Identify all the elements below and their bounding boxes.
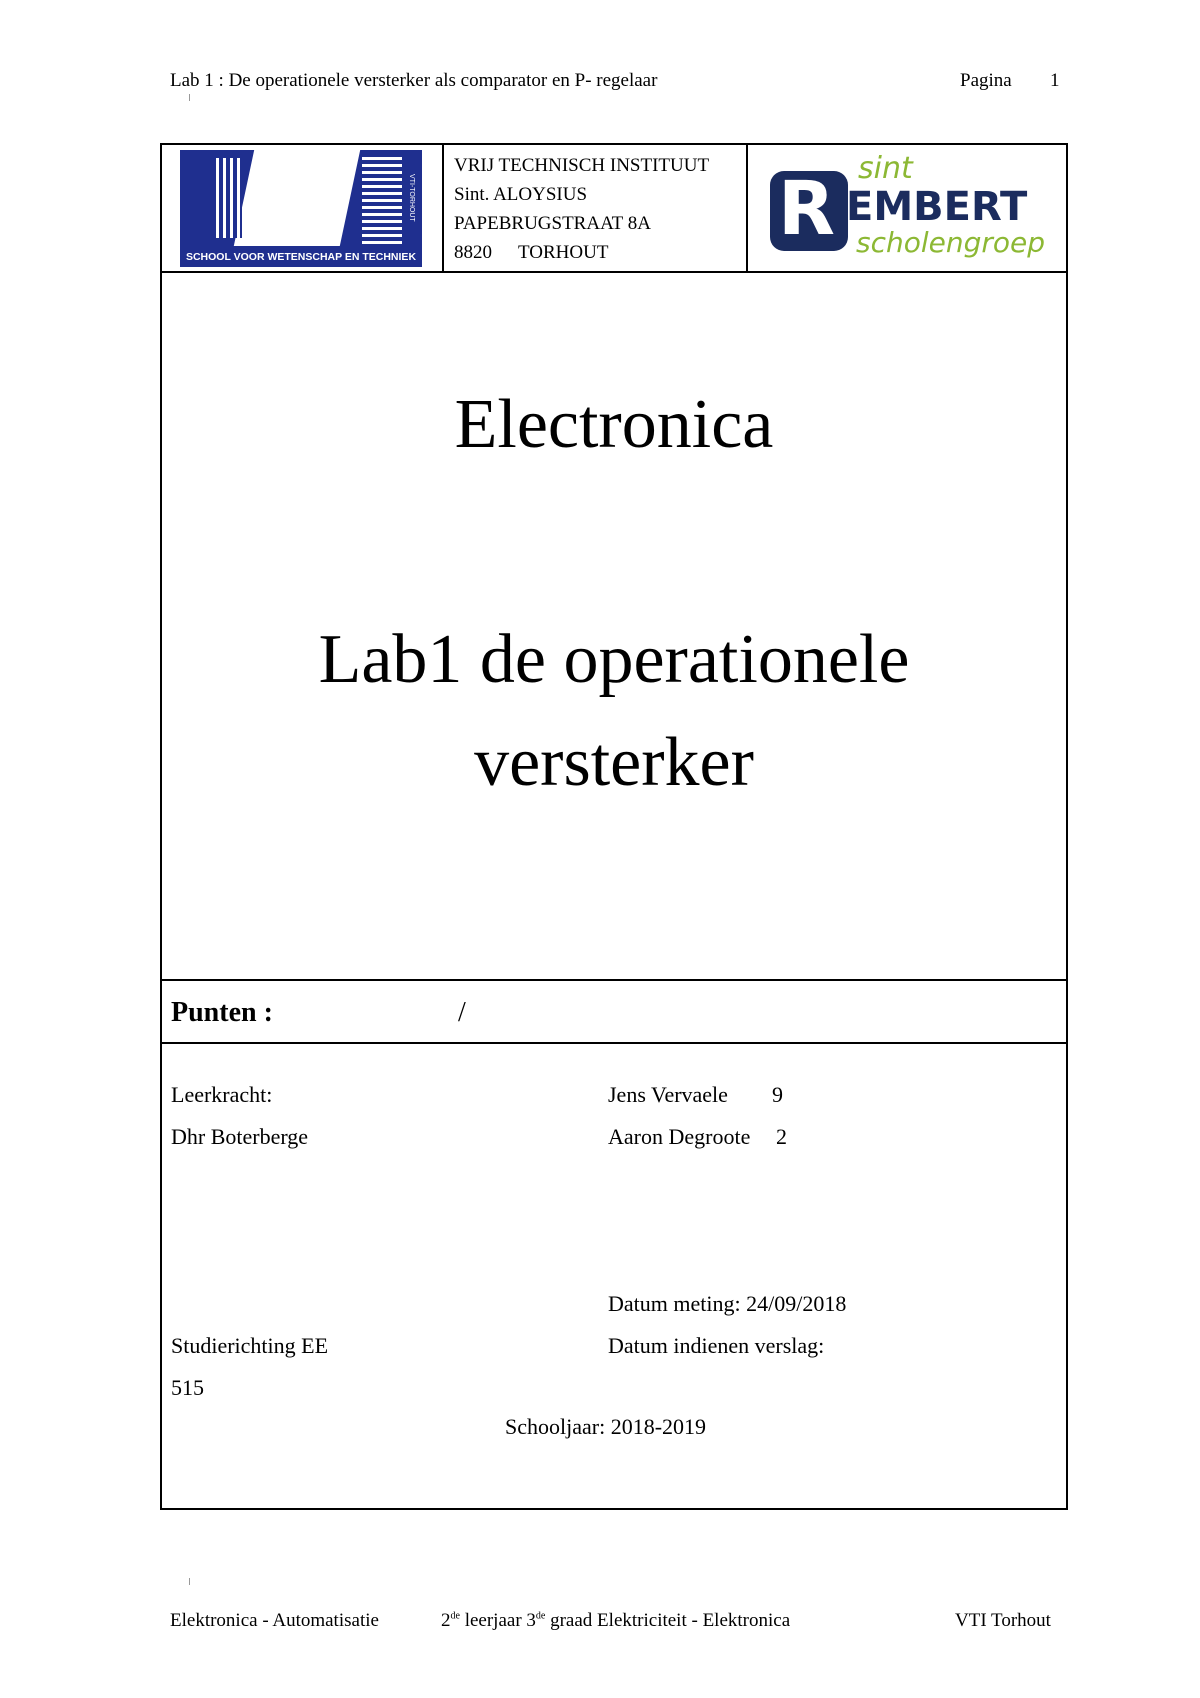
divider [746, 145, 748, 271]
measurement-date: Datum meting: 24/09/2018 [608, 1291, 847, 1316]
student1-name: Jens Vervaele [608, 1082, 728, 1107]
logo-embert: EMBERT [846, 184, 1028, 230]
teacher-name: Dhr Boterberge [171, 1124, 309, 1149]
score-label: Punten : [171, 997, 273, 1028]
footer-left: Elektronica - Automatisatie [170, 1610, 379, 1631]
header-page-label: Pagina [960, 70, 1012, 91]
school-line: PAPEBRUGSTRAAT 8A [454, 213, 651, 234]
student2-number: 2 [776, 1124, 787, 1149]
submission-date: Datum indienen verslag: [608, 1333, 825, 1358]
divider [162, 1042, 1066, 1044]
subject-title: Electronica [454, 386, 774, 463]
school-line: VRIJ TECHNISCH INSTITUUT [454, 155, 710, 176]
cover-sheet [160, 143, 1068, 1510]
school-year: Schooljaar: 2018-2019 [505, 1414, 707, 1439]
logo-pattern [362, 156, 402, 244]
logo-scholengroep: scholengroep [856, 226, 1046, 259]
logo-caption: SCHOOL VOOR WETENSCHAP EN TECHNIEK [185, 251, 417, 263]
student1-number: 9 [772, 1082, 783, 1107]
footer-tick [189, 1578, 190, 1585]
logo-sint: sint [858, 151, 913, 186]
school-postcode: 8820 [454, 242, 492, 263]
divider [162, 979, 1066, 981]
school-city: TORHOUT [518, 242, 609, 263]
school-info [454, 151, 709, 267]
header-title: Lab 1 : De operationele versterker als comparator en P- regelaar [170, 70, 658, 91]
lab-title-line2: versterker [474, 724, 754, 801]
logo-white-shape [234, 150, 360, 246]
footer-right: VTI Torhout [955, 1610, 1051, 1631]
study-label: Studierichting EE [171, 1333, 329, 1358]
rembert-logo [770, 153, 1060, 265]
vti-logo [180, 150, 422, 267]
divider [162, 271, 1066, 273]
school-line: Sint. ALOYSIUS [454, 184, 588, 205]
logo-r: R [778, 166, 835, 252]
header-page-number: 1 [1050, 70, 1060, 91]
class-code: 515 [171, 1375, 204, 1400]
logo-pattern [216, 158, 242, 238]
divider [442, 145, 444, 271]
score-separator: / [458, 997, 466, 1028]
teacher-label: Leerkracht: [171, 1082, 273, 1107]
logo-side-text: VTI-TORHOUT [408, 174, 415, 222]
lab-title-line1: Lab1 de operationele [318, 621, 910, 698]
footer-middle: 2de leerjaar 3de graad Elektriciteit - Elektronica [441, 1610, 791, 1631]
student2-name: Aaron Degroote [608, 1124, 751, 1149]
header-tick [189, 94, 190, 101]
